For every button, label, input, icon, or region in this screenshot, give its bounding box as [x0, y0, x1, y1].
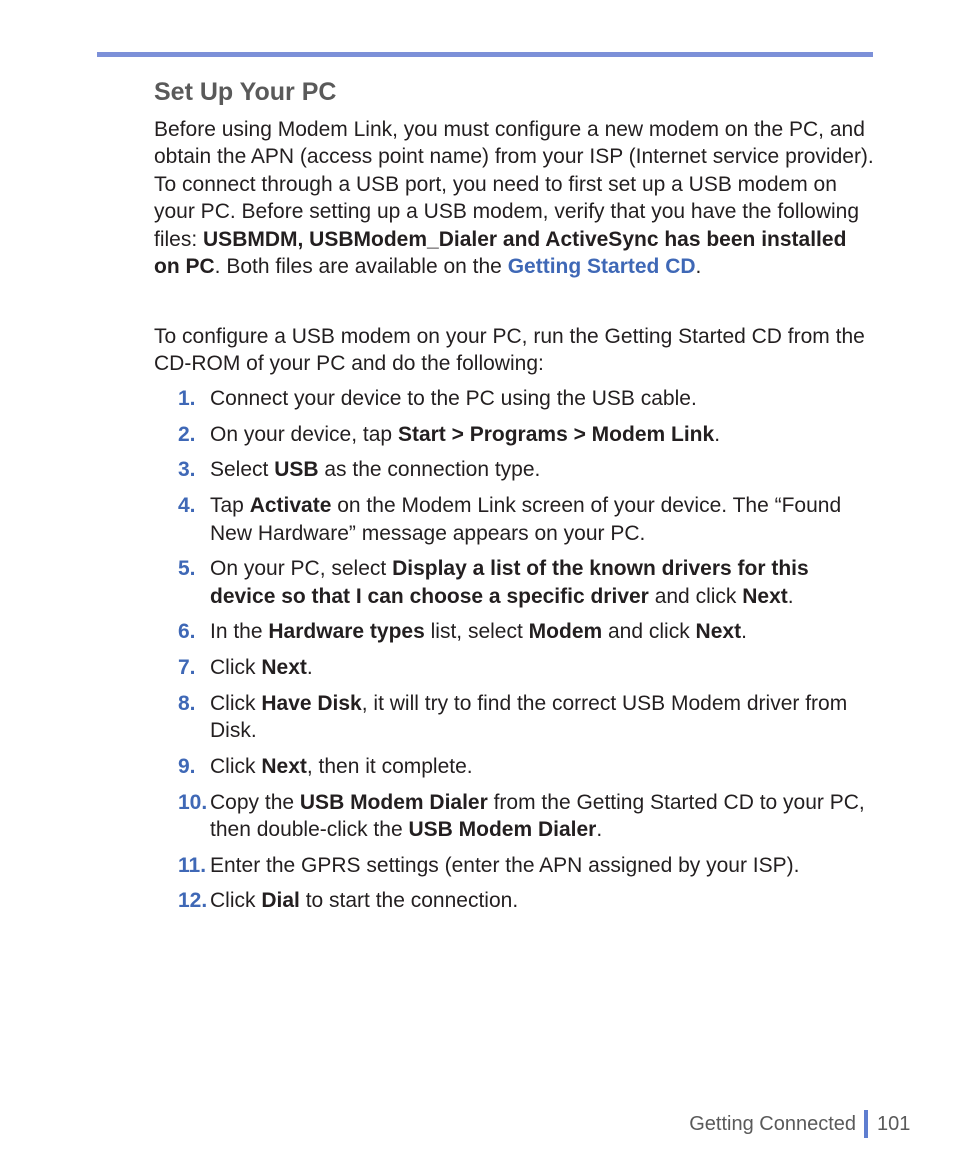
step-item — [154, 887, 874, 914]
step-item — [154, 385, 874, 412]
step-number: 2. — [178, 422, 196, 446]
step-text: on the Modem Link screen of your device. The “Found New Hardware” message appears on your PC. — [210, 494, 842, 545]
step-text: Click — [210, 691, 262, 715]
step-item — [154, 555, 874, 610]
step-text: as the connection type. — [318, 458, 541, 482]
page-footer — [0, 1110, 954, 1140]
step-item — [154, 618, 874, 645]
step-number: 7. — [178, 656, 196, 680]
step-bold-text: Dial — [261, 889, 300, 913]
step-text: , it will try to find the correct USB Modem driver from Disk. — [210, 691, 848, 743]
footer-divider — [864, 1110, 868, 1138]
step-bold-text: Next — [742, 584, 788, 608]
step-bold-text: Hardware types — [268, 620, 425, 644]
step-bold-text: Activate — [249, 494, 332, 518]
step-item — [154, 852, 874, 879]
step-text: Tap — [210, 494, 250, 518]
step-number: 3. — [178, 458, 196, 482]
step-text: On your device, tap — [210, 422, 398, 446]
step-text: Click — [210, 754, 262, 778]
step-text: Click — [210, 889, 262, 913]
page-number: 101 — [877, 1113, 911, 1135]
step-number: 1. — [178, 387, 196, 410]
step-text: Copy the — [210, 790, 300, 814]
intro-text-3: . — [695, 255, 702, 279]
intro-text-2: . Both files are available on the — [214, 255, 508, 279]
step-text: . — [741, 620, 747, 644]
step-number: 10. — [178, 790, 208, 814]
step-item — [154, 492, 874, 547]
step-item — [154, 456, 874, 483]
top-rule — [97, 52, 873, 57]
step-number: 6. — [178, 620, 196, 644]
step-bold-text: USB Modem Dialer — [408, 817, 597, 841]
section-title: Set Up Your PC — [154, 78, 337, 106]
step-bold-text: Next — [695, 620, 742, 644]
step-bold-text: Modem — [528, 620, 603, 644]
step-item — [154, 421, 874, 448]
step-item — [154, 753, 874, 780]
step-text: Select — [210, 458, 275, 482]
step-number: 4. — [178, 494, 196, 518]
step-text: Enter the GPRS settings (enter the APN assigned by your ISP). — [210, 853, 800, 877]
step-bold-text: Display a list of the known drivers for this device so that I can choose a specific driver — [210, 557, 809, 608]
step-bold-text: Have Disk — [261, 691, 362, 715]
step-text: . — [714, 422, 721, 446]
step-item — [154, 789, 874, 844]
configure-paragraph: To configure a USB modem on your PC, run the Getting Started CD from the CD-ROM of your PC and do the following: — [154, 325, 865, 376]
step-text: . — [306, 656, 313, 680]
step-text: Click — [210, 656, 262, 680]
step-text: . — [787, 584, 794, 608]
step-number: 11. — [178, 853, 207, 877]
step-text: , then it complete. — [306, 754, 473, 778]
footer-section-label: Getting Connected — [689, 1113, 856, 1135]
step-text: to start the connection. — [299, 889, 519, 913]
step-bold-text: Start > Programs > Modem Link — [397, 422, 715, 446]
step-text: and click — [602, 620, 696, 644]
getting-started-cd-link[interactable]: Getting Started CD — [507, 255, 696, 279]
intro-text-1: Before using Modem Link, you must configure a new modem on the PC, and obtain the APN (access point name) from your ISP (Internet service provider). To connect through a USB port, you need to first set up a USB modem on your PC. Before setting up a USB modem, verify that you have the following files: — [154, 118, 874, 251]
step-text: list, select — [424, 620, 529, 644]
step-bold-text: USB — [274, 458, 319, 482]
step-number: 5. — [178, 557, 196, 581]
step-text: and click — [648, 584, 743, 608]
step-text: On your PC, select — [210, 557, 393, 581]
step-text: . — [596, 817, 603, 841]
step-bold-text: Next — [261, 656, 307, 680]
step-number: 9. — [178, 754, 196, 778]
step-item — [154, 654, 874, 681]
steps-list — [154, 385, 874, 923]
step-bold-text: Next — [261, 754, 307, 778]
intro-bold-files: USBMDM, USBModem_Dialer and ActiveSync has been installed on PC — [154, 227, 847, 279]
step-text: In the — [210, 620, 269, 644]
step-text: Connect your device to the PC using the USB cable. — [210, 387, 697, 410]
step-text: from the Getting Started CD to your PC, then double-click the — [210, 790, 865, 841]
step-number: 8. — [178, 691, 196, 715]
intro-paragraph — [154, 116, 874, 280]
step-number: 12. — [178, 889, 208, 913]
step-item — [154, 690, 874, 745]
step-bold-text: USB Modem Dialer — [299, 790, 488, 814]
